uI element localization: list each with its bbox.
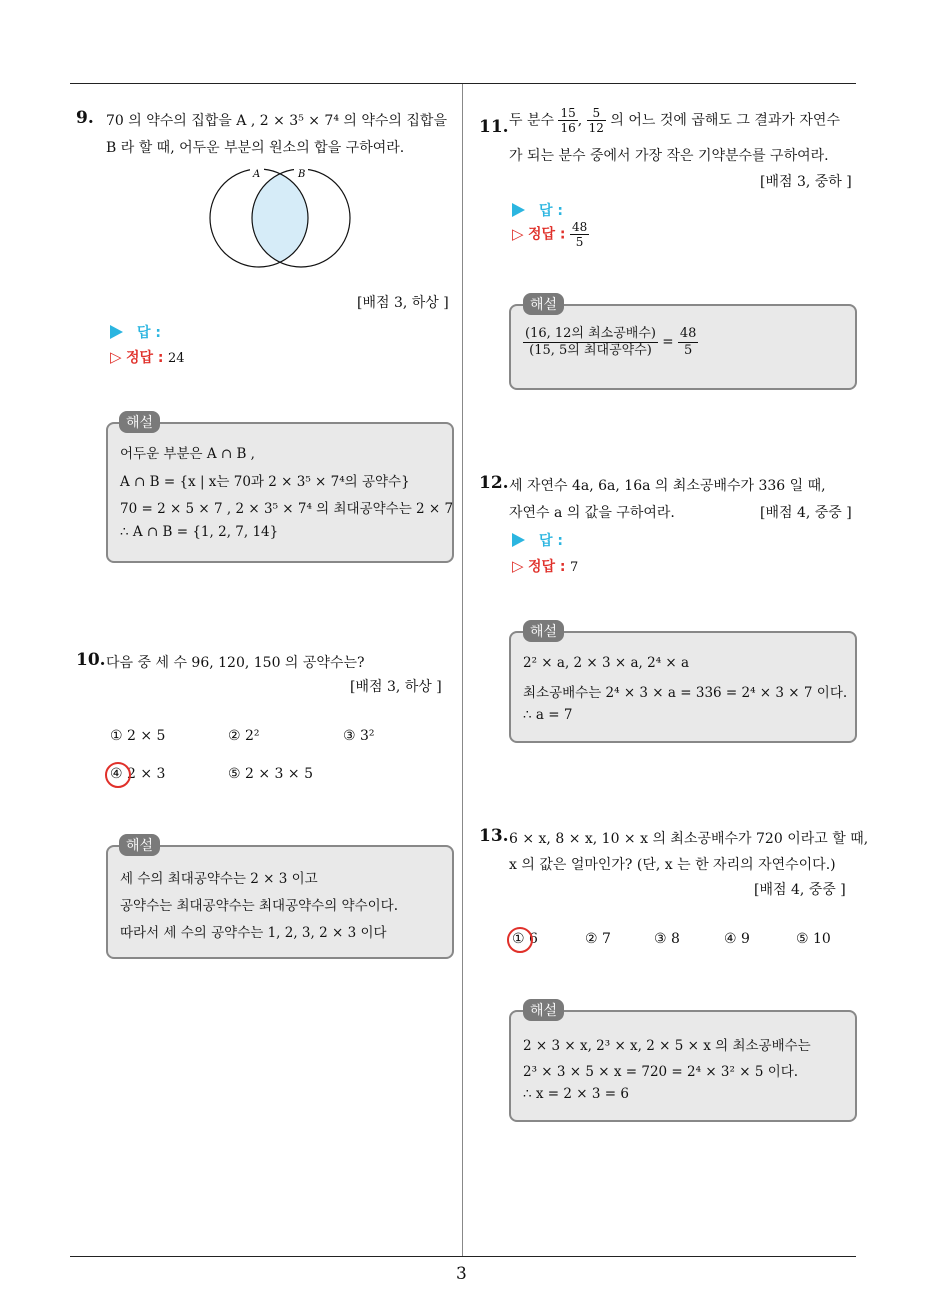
- score: [배점 4, 중중 ]: [760, 505, 852, 521]
- explanation-line: ∴ A ∩ B = {1, 2, 7, 14}: [120, 524, 279, 540]
- explanation-tag: 해설: [523, 620, 564, 642]
- correct-answer-row: [512, 220, 589, 249]
- explanation-line: 어두운 부분은 A ∩ B ,: [120, 446, 255, 462]
- question-text: 자연수 a 의 값을 구하여라.: [509, 505, 675, 521]
- question-text: 세 자연수 4a, 6a, 16a 의 최소공배수가 336 일 때,: [509, 478, 826, 494]
- choice-1[interactable]: ① 6: [512, 931, 538, 947]
- answer-row: [512, 200, 563, 220]
- choice-2[interactable]: ② 7: [585, 931, 611, 947]
- equals-sign: =: [662, 334, 678, 350]
- explanation-line: ∴ a = 7: [523, 707, 573, 723]
- question-text: B 라 할 때, 어두운 부분의 원소의 합을 구하여라.: [106, 140, 405, 156]
- outline-triangle-icon: ▷: [110, 348, 122, 366]
- score: [배점 3, 하상 ]: [357, 295, 449, 311]
- denominator: 12: [588, 121, 604, 135]
- denominator: 5: [684, 343, 693, 358]
- explanation-line: 따라서 세 수의 공약수는 1, 2, 3, 2 × 3 이다: [120, 925, 387, 941]
- fraction: [558, 106, 577, 135]
- explanation-box: [509, 304, 857, 390]
- outline-triangle-icon: ▷: [512, 557, 524, 575]
- choice-3[interactable]: ③ 3²: [343, 728, 375, 744]
- column-divider: [462, 84, 463, 1256]
- question-text-part: 의 어느 것에 곱해도 그 결과가 자연수: [610, 112, 840, 129]
- denominator: 16: [560, 121, 576, 135]
- choice-2[interactable]: ② 2²: [228, 728, 260, 744]
- numerator: 48: [679, 326, 697, 341]
- score: [배점 3, 하상 ]: [350, 679, 442, 695]
- correct-fraction: [570, 220, 589, 249]
- question-text: 다음 중 세 수 96, 120, 150 의 공약수는?: [106, 655, 365, 671]
- choice-1[interactable]: ① 2 × 5: [110, 728, 166, 744]
- explanation-box: [509, 631, 857, 743]
- explanation-tag: 해설: [119, 411, 160, 433]
- correct-label: 정답 :: [528, 559, 566, 575]
- explanation-line: A ∩ B = {x | x는 70과 2 × 3⁵ × 7⁴의 공약수}: [120, 474, 410, 490]
- explanation-tag: 해설: [523, 293, 564, 315]
- explanation-box: [509, 1010, 857, 1122]
- fraction: [523, 326, 658, 359]
- play-icon: [110, 325, 123, 339]
- explanation-line: 2² × a, 2 × 3 × a, 2⁴ × a: [523, 655, 690, 671]
- numerator: 15: [560, 106, 576, 120]
- choice-4[interactable]: ④ 9: [724, 931, 750, 947]
- explanation-line: 2 × 3 × x, 2³ × x, 2 × 5 × x 의 최소공배수는: [523, 1038, 811, 1054]
- question-text: 두 분수 $\frac{15}{16}$ , $\frac{5}{12}$ 의 어느 것에 곱해도 그 결과가 자연수: [509, 106, 840, 135]
- question-text: x 의 값은 얼마인가? (단, x 는 한 자리의 자연수이다.): [509, 857, 836, 873]
- venn-diagram: [200, 165, 360, 270]
- outline-triangle-icon: ▷: [512, 224, 524, 243]
- explanation-line: 최소공배수는 2⁴ × 3 × a = 336 = 2⁴ × 3 × 7 이다.: [523, 685, 848, 701]
- question-number: 9.: [76, 108, 94, 128]
- venn-label-a: A: [253, 169, 261, 180]
- selected-choice-mark: [105, 762, 131, 788]
- page-number: 3: [456, 1264, 467, 1284]
- correct-answer-row: [512, 556, 578, 576]
- choice-4[interactable]: ④ 2 × 3: [110, 766, 166, 782]
- question-text: 70 의 약수의 집합을 A , 2 × 3⁵ × 7⁴ 의 약수의 집합을: [106, 113, 447, 129]
- numerator: 5: [587, 106, 606, 121]
- choice-5[interactable]: ⑤ 10: [796, 931, 831, 947]
- explanation-box: [106, 845, 454, 959]
- explanation-line: 2³ × 3 × 5 × x = 720 = 2⁴ × 3² × 5 이다.: [523, 1064, 799, 1080]
- choice-3[interactable]: ③ 8: [654, 931, 680, 947]
- denominator: (15, 5의 최대공약수): [529, 343, 652, 358]
- denominator: 5: [575, 235, 584, 249]
- numerator: (16, 12의 최소공배수): [525, 326, 656, 341]
- explanation-line: 70 = 2 × 5 × 7 , 2 × 3⁵ × 7⁴ 의 최대공약수는 2 × 7: [120, 501, 454, 517]
- fraction: [678, 326, 699, 359]
- correct-value: 24: [167, 351, 185, 366]
- answer-label: 답 :: [539, 533, 563, 549]
- question-number: 11.: [479, 117, 509, 137]
- question-number: 12.: [479, 473, 509, 493]
- answer-row: [110, 322, 161, 342]
- numerator: 48: [571, 220, 588, 234]
- bottom-rule: [70, 1256, 856, 1257]
- fraction: [587, 106, 606, 135]
- answer-label: 답 :: [539, 203, 563, 219]
- score: [배점 3, 중하 ]: [760, 174, 852, 190]
- question-number: 10.: [76, 650, 106, 670]
- venn-label-b: B: [298, 169, 306, 180]
- correct-label: 정답 :: [528, 226, 566, 243]
- question-text-part: 두 분수: [509, 112, 555, 129]
- explanation-formula: [523, 326, 698, 359]
- explanation-line: 세 수의 최대공약수는 2 × 3 이고: [120, 871, 318, 887]
- score: [배점 4, 중중 ]: [754, 882, 846, 898]
- play-icon: [512, 533, 525, 547]
- top-rule: [70, 83, 856, 84]
- correct-answer-row: [110, 347, 185, 367]
- correct-value: 7: [569, 560, 579, 575]
- explanation-line: 공약수는 최대공약수는 최대공약수의 약수이다.: [120, 898, 398, 914]
- question-text: 6 × x, 8 × x, 10 × x 의 최소공배수가 720 이라고 할 때,: [509, 831, 869, 847]
- answer-row: [512, 530, 563, 550]
- explanation-box: [106, 422, 454, 563]
- choice-5[interactable]: ⑤ 2 × 3 × 5: [228, 766, 313, 782]
- answer-label: 답 :: [137, 325, 161, 341]
- explanation-tag: 해설: [119, 834, 160, 856]
- explanation-tag: 해설: [523, 999, 564, 1021]
- question-text: 가 되는 분수 중에서 가장 작은 기약분수를 구하여라.: [509, 148, 829, 164]
- play-icon: [512, 203, 525, 217]
- correct-label: 정답 :: [126, 350, 164, 366]
- explanation-line: ∴ x = 2 × 3 = 6: [523, 1086, 629, 1102]
- question-number: 13.: [479, 826, 509, 846]
- selected-choice-mark: [507, 927, 533, 953]
